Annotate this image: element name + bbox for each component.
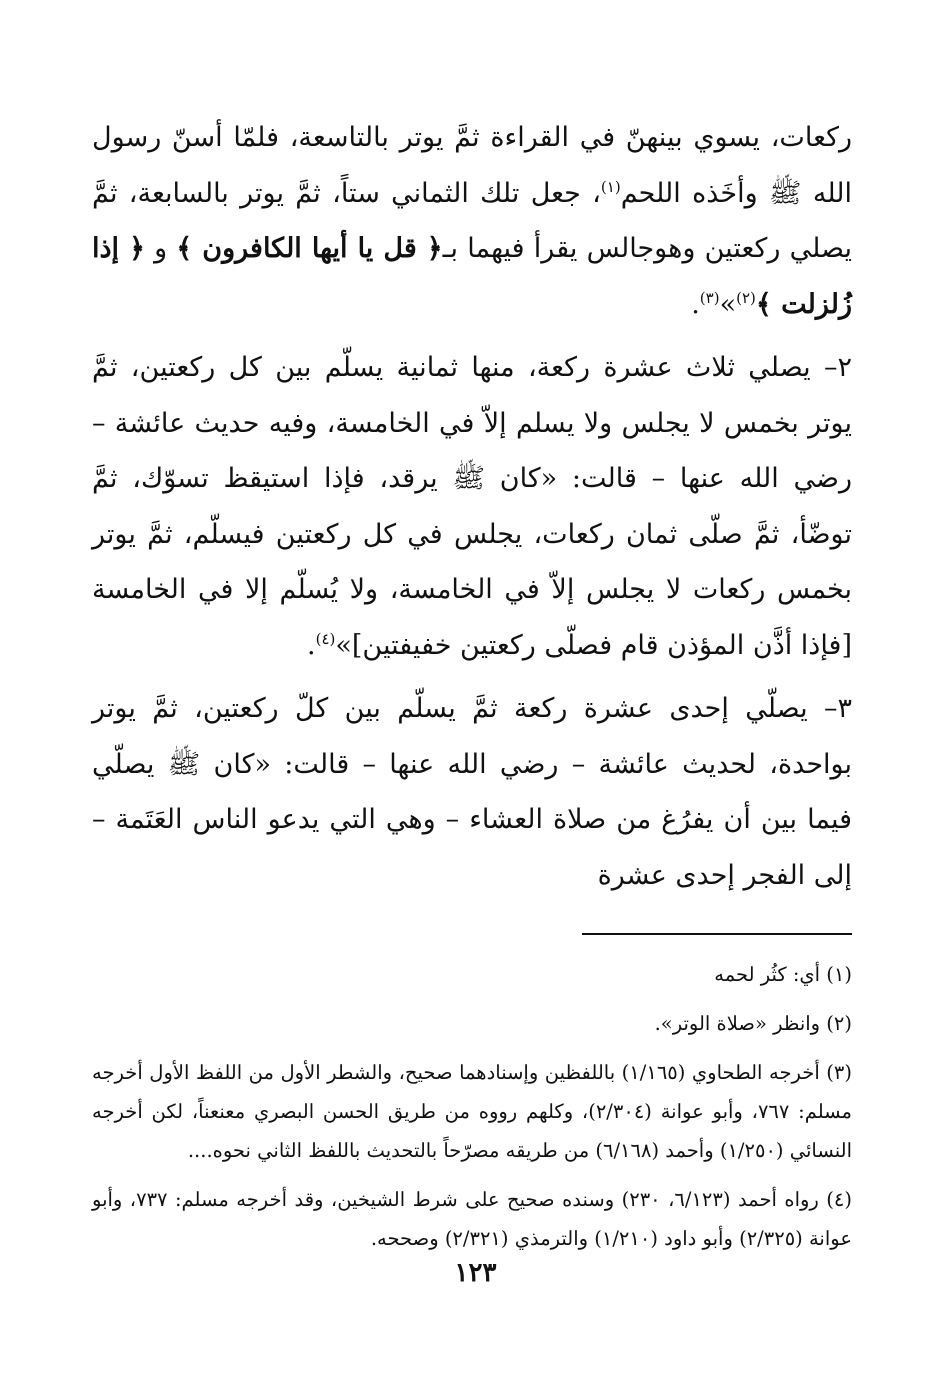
paragraph-1-text-a: ركعات، يسوي بينهنّ في القراءة ثمَّ يوتر بالتاسعة، فلمّا أسنّ رسول الله ﷺ وأخَذه اللحم [92,122,853,209]
footnote-ref-1: (١) [600,177,621,196]
footnote-4: (٤) رواه أحمد (٦/١٢٣، ٢٣٠) وسنده صحيح على شرط الشيخين، وقد أخرجه مسلم: ٧٣٧، وأبو عوانة (٢/٣٢٥) وأبو داود (١/٢١٠) والترمذي (٢/٣٢١) وصححه. [92,1188,853,1250]
paragraph-1-text-e: . [691,288,700,320]
footnote-ref-2: (٢) [736,288,756,307]
footnote-3: (٣) أخرجه الطحاوي (١/١٦٥) باللفظين وإسنادهما صحيح، والشطر الأول من اللفظ الأول أخرجه مسلم: ٧٦٧، وأبو عوانة (٢/٣٠٤)، وكلهم رووه من طريق الحسن البصري معنعناً، لكن أخرجه النسائي (١/٢٥٠) وأحمد (٦/١٦٨) من طريقه مصرّحاً بالتحديث باللفظ الثاني نحوه.... [92,1061,852,1162]
paragraph-1 [92,110,852,332]
footnote-divider [582,933,852,935]
footnote-ref-4: (٤) [315,629,336,648]
footnote-2: (٢) وانظر «صلاة الوتر». [654,1012,852,1035]
paragraph-3: ٣– يصلّي إحدى عشرة ركعة ثمَّ يسلّم بين كلّ ركعتين، ثمَّ يوتر بواحدة، لحديث عائشة – رضي الله عنها – قالت: «كان ﷺ يصلّي فيما بين أن يفرُغ من صلاة العشاء – وهي التي يدعو الناس العَتَمة – إلى الفجر إحدى عشرة [92,693,852,891]
paragraph-1-text-d: » [719,288,737,320]
quran-citation-1: ﴿ قل يا أيها الكافرون ﴾ [176,233,443,264]
book-page [92,110,852,1258]
footnote-ref-3: (٣) [699,288,720,307]
paragraph-2 [92,340,852,673]
paragraph-1-text-c: و [144,233,177,264]
quran-citation-2: ﴿ إذا زُلزلت ﴾ [92,233,852,320]
paragraph-2-text-a: ٢– يصلي ثلاث عشرة ركعة، منها ثمانية يسلّم بين كل ركعتين، ثمَّ يوتر بخمس لا يجلس ولا يسلم إلاّ في الخامسة، وفيه حديث عائشة – رضي الله عنها – قالت: «كان ﷺ يرقد، فإذا استيقظ تسوّك، ثمَّ توضّأ، ثمَّ صلّى ثمان ركعات، يجلس في كل ركعتين فيسلّم، ثمَّ يوتر بخمس ركعات لا يجلس إلاّ في الخامسة، ولا يُسلّم إلا في الخامسة [فإذا أذَّن المؤذن قام فصلّى ركعتين خفيفتين]» [92,352,852,661]
paragraph-2-text-b: . [307,629,316,661]
footnotes [92,955,852,1258]
footnote-1: (١) أي: كثُر لحمه [714,963,852,986]
page-number: ١٢٣ [454,1258,497,1288]
paragraph-1-text-b: ، جعل تلك الثماني ستاً، ثمَّ يوتر بالسابعة، ثمَّ يصلي ركعتين وهوجالس يقرأ فيهما بـ [92,177,852,264]
main-text [92,110,852,903]
